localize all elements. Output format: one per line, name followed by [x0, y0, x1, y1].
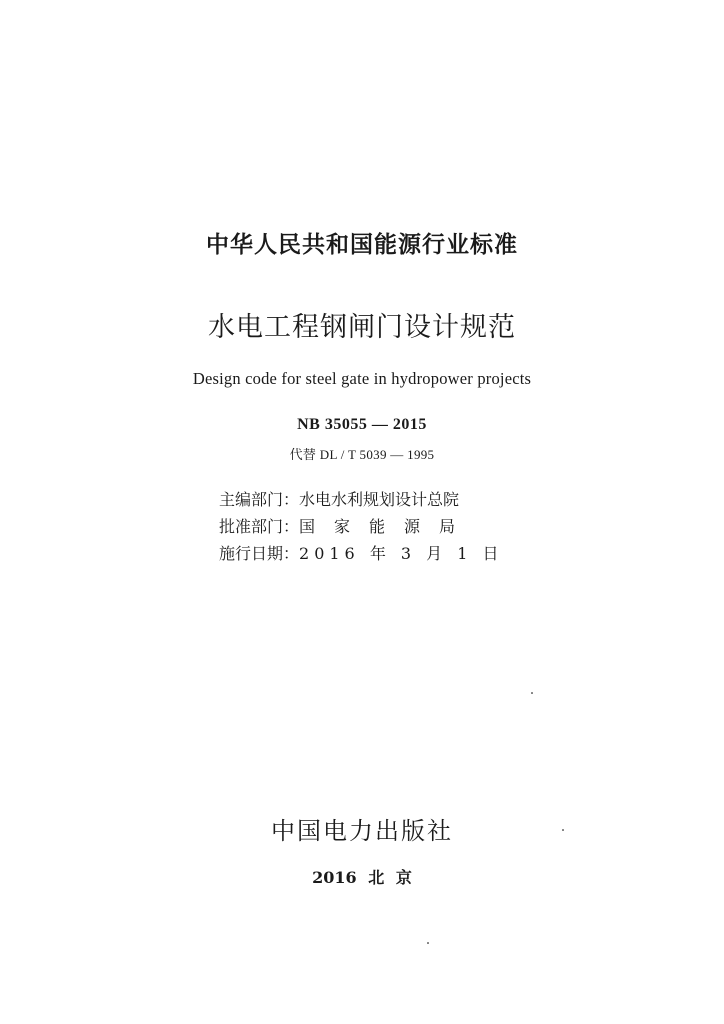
standard-category: 中华人民共和国能源行业标准 — [206, 232, 518, 258]
publish-year-place: 2016 北 京 — [312, 868, 412, 887]
editor-label: 主编部门： — [219, 490, 300, 509]
editor-row — [219, 486, 504, 513]
document-title-en: Design code for steel gate in hydropower projects — [192, 369, 532, 388]
approver-label: 批准部门： — [219, 517, 300, 536]
replaces-note: 代替 DL / T 5039 — 1995 — [289, 447, 435, 462]
effective-date-value: 2016 年 3 月 1 日 — [299, 544, 504, 563]
publication-info — [219, 486, 504, 567]
document-title-cn: 水电工程钢闸门设计规范 — [208, 312, 516, 343]
approver-row — [219, 513, 504, 540]
effective-date-row — [219, 540, 504, 567]
editor-value: 水电水利规划设计总院 — [299, 490, 460, 509]
effective-date-label: 施行日期： — [219, 544, 300, 563]
scan-speck — [531, 692, 533, 694]
approver-value: 国家能源局 — [299, 517, 475, 536]
scan-speck — [427, 942, 429, 944]
standard-number: NB 35055 — 2015 — [297, 416, 427, 433]
scan-speck — [562, 829, 564, 831]
publisher-name: 中国电力出版社 — [271, 817, 453, 845]
